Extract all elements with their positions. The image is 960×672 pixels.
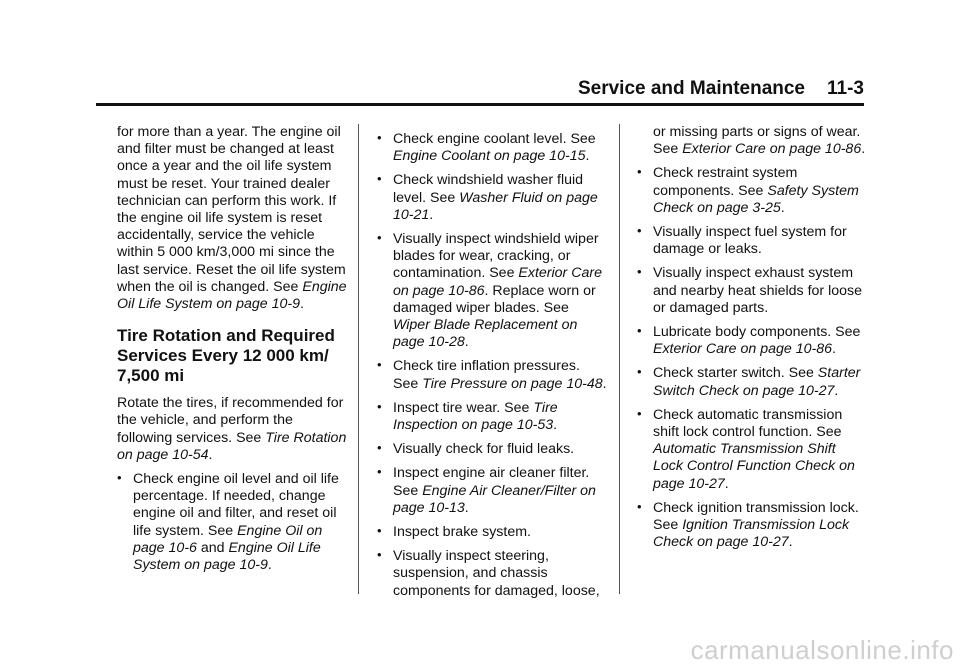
cross-reference: Starter Switch Check on page 10-27 [653, 365, 861, 399]
watermark: carmanualsonline.info [690, 635, 954, 665]
page-header [96, 78, 864, 104]
text-run: . [585, 148, 590, 165]
column-3 [637, 124, 869, 551]
cross-reference: Engine Air Cleaner/Filter on page 10-13 [393, 482, 596, 516]
text-run: Visually inspect windshield wiper blades for wear, cracking, or contamination. See [393, 231, 599, 282]
list-item [377, 441, 609, 458]
bullet-icon: • [637, 498, 642, 514]
text-run: Inspect engine air cleaner filter. See [393, 465, 590, 499]
list-item [377, 524, 609, 541]
bullet-icon: • [377, 357, 382, 373]
bullet-icon: • [377, 523, 382, 539]
column-divider-1 [358, 124, 359, 594]
text-run: . [780, 199, 785, 216]
section-title: Service and Maintenance [577, 78, 806, 99]
cross-reference: Tire Rotation on page 10-54 [117, 429, 347, 463]
list-item [637, 365, 869, 399]
bullet-icon: • [637, 264, 642, 280]
text-run: Check restraint system components. See [653, 165, 798, 199]
list-item [637, 407, 869, 493]
cross-reference: Exterior Care on page 10-86 [393, 265, 602, 299]
bullet-icon: • [377, 398, 382, 414]
rotation-paragraph [117, 395, 349, 464]
text-run: . [208, 446, 213, 463]
text-run: . [553, 417, 558, 434]
text-run: Inspect tire wear. See [393, 399, 534, 416]
bullet-icon: • [377, 440, 382, 456]
text-run: Check tire inflation pressures. See [393, 358, 580, 392]
bullet-list-1 [117, 471, 349, 574]
text-run: Check engine coolant level. See [393, 131, 596, 147]
bullet-list-3 [637, 165, 869, 551]
list-item [377, 231, 609, 351]
column-divider-2 [619, 124, 620, 594]
header-rule [96, 103, 864, 106]
text-run: . Replace worn or damaged wiper blades. See [393, 282, 596, 316]
cross-reference: Tire Inspection on page 10-53 [393, 399, 558, 434]
cross-reference: Automatic Transmission Shift Lock Control Function Check on page 10-27 [653, 441, 855, 492]
text-run: . [724, 475, 729, 492]
text-run: or missing parts or signs of wear. See [653, 124, 861, 158]
bullet-icon: • [637, 164, 642, 180]
text-run: Inspect brake system. [393, 524, 531, 541]
continuation-text [637, 124, 869, 158]
text-run: . [788, 534, 793, 551]
text-run: Check automatic transmission shift lock control function. See [653, 406, 843, 441]
text-run: Visually check for fluid leaks. [393, 441, 575, 458]
list-item [377, 400, 609, 434]
list-item [377, 131, 609, 165]
text-run: Check starter switch. See [653, 365, 818, 382]
bullet-icon: • [637, 323, 642, 339]
text-run: Check ignition transmission lock. See [653, 499, 859, 534]
list-item [377, 358, 609, 392]
cross-reference: Exterior Care on page 10-86 [682, 141, 862, 158]
bullet-icon: • [377, 230, 382, 246]
list-item [637, 265, 869, 317]
list-item [117, 471, 349, 574]
cross-reference: Tire Pressure on page 10-48 [422, 375, 603, 392]
text-run: . [464, 334, 469, 351]
text-run: Visually inspect steering, suspension, and chassis components for damaged, loose, [393, 548, 600, 599]
cross-reference: Ignition Transmission Lock Check on page 10-27 [653, 517, 850, 551]
bullet-icon: • [637, 223, 642, 239]
cross-reference: Wiper Blade Replacement on page 10-28 [393, 317, 578, 351]
cross-reference: Engine Oil Life System on page 10-9 [133, 539, 321, 574]
text-run: for more than a year. The engine oil and filter must be changed at least once a year and the oil life system must be reset. Your trained dealer technician can perform this work. If the engine oil life system is reset accidentally, service the vehicle within 5 000 km/3,000 mi since the last service. Reset the oil life system when the oil is changed. See [117, 124, 346, 295]
bullet-icon: • [377, 130, 382, 145]
text-run: . [429, 206, 434, 223]
cross-reference: Engine Oil Life System on page 10-9 [117, 278, 347, 313]
bullet-icon: • [377, 464, 382, 480]
text-run: Check engine oil level and oil life percentage. If needed, change engine oil and filter, and reset oil life system. See [133, 471, 339, 539]
list-item [637, 165, 869, 217]
bullet-list-2 [377, 131, 609, 600]
bullet-icon: • [377, 547, 382, 563]
cross-reference: Safety System Check on page 3-25 [653, 182, 859, 216]
bullet-icon: • [637, 364, 642, 380]
list-item [637, 224, 869, 258]
text-run: . [299, 296, 304, 313]
text-run: and [196, 539, 229, 556]
cross-reference: Exterior Care on page 10-86 [653, 341, 833, 358]
text-run: . [464, 499, 469, 516]
column-2 [377, 124, 609, 600]
intro-paragraph [117, 124, 349, 313]
text-run: Lubricate body components. See [653, 324, 861, 341]
list-item [377, 548, 609, 600]
text-run: . [267, 557, 272, 574]
section-heading: Tire Rotation and Required Services Every 12 000 km/ 7,500 mi [117, 326, 335, 386]
text-run: . [834, 382, 839, 399]
text-run: Check windshield washer fluid level. See [393, 172, 584, 206]
page-number: 11-3 [827, 78, 864, 99]
cross-reference: Washer Fluid on page 10-21 [393, 189, 598, 223]
bullet-icon: • [377, 171, 382, 187]
text-run: . [832, 341, 836, 358]
list-item [377, 172, 609, 224]
text-run: Visually inspect fuel system for damage or leaks. [653, 224, 847, 258]
text-run: . [861, 141, 866, 158]
column-1 [117, 124, 349, 574]
cross-reference: Engine Oil on page 10-6 [133, 522, 323, 556]
text-run: . [602, 375, 607, 392]
list-item [377, 465, 609, 517]
list-item [637, 324, 869, 358]
list-item [637, 500, 869, 552]
bullet-icon: • [117, 470, 122, 486]
text-run: Visually inspect exhaust system and nearby heat shields for loose or damaged parts. [653, 265, 863, 316]
text-run: Rotate the tires, if recommended for the vehicle, and perform the following services. See [117, 395, 344, 446]
cross-reference: Engine Coolant on page 10-15 [393, 148, 586, 165]
bullet-icon: • [637, 405, 642, 421]
